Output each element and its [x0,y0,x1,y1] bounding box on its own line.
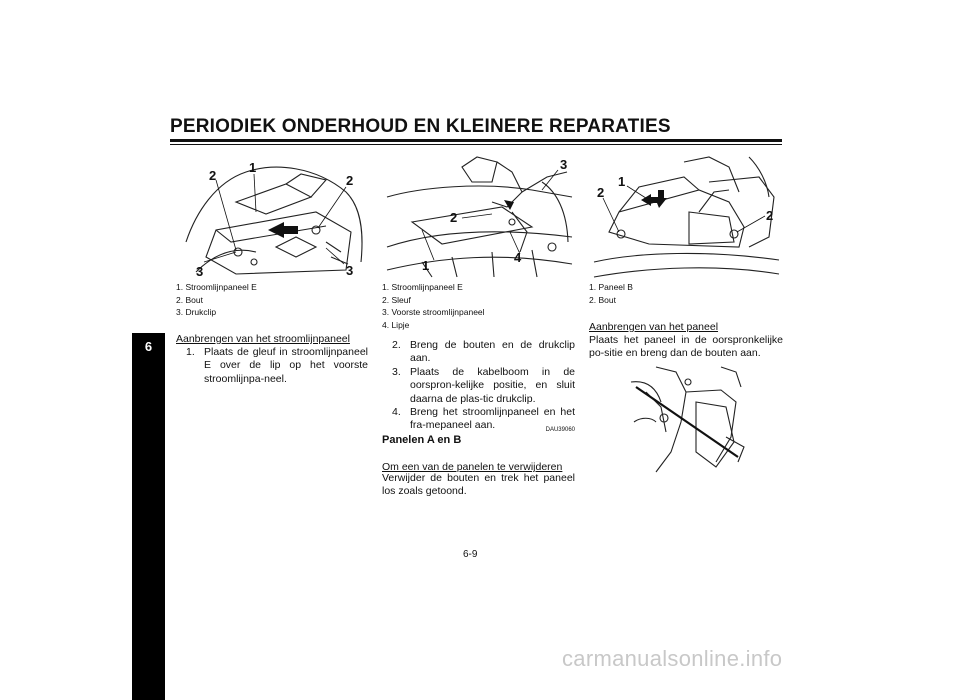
fig1-label-3b: 3 [346,263,354,278]
col2-steps [392,339,575,433]
col1-steps [186,346,368,386]
caption-item: 4. Lipje [382,319,410,330]
fig1-label-1: 1 [249,160,257,175]
step-number: 3. [392,365,401,378]
step-text: Plaats de kabelboom in de oorspron-kelijke positie, en sluit daarna de plas-tic drukclip. [410,365,575,405]
caption-item: 3. Drukclip [176,307,217,317]
step-item [392,366,575,406]
header-rule-thin [170,144,782,145]
remove-panel-paragraph: Verwijder de bouten en trek het paneel los zoals getoond. [382,472,575,498]
fig1-label-2b: 2 [346,173,354,188]
figure-panel-b [589,152,783,282]
doc-code: DAU39060 [545,427,575,433]
caption-item: 1. Stroomlijnpaneel E [382,282,463,292]
caption-item: 1. Paneel B [589,282,633,292]
caption-item: 3. Voorste stroomlijnpaneel [382,307,485,317]
subheading-remove-panel: Om een van de panelen te verwijderen [382,461,563,473]
step-text: Plaats de gleuf in stroomlijnpaneel E over de lip op het voorste stroomlijnpa-neel. [204,346,368,385]
chapter-number: 6 [144,339,153,354]
step-item [392,339,575,366]
fig1-label-2a: 2 [209,168,217,183]
step-text: Breng het stroomlijnpaneel en het fra-mepaneel aan. [410,406,575,432]
caption-item: 1. Stroomlijnpaneel E [176,282,257,292]
fig2-label-1: 1 [422,258,430,273]
figure-slot-and-lip [382,152,578,282]
fig3-label-2a: 2 [597,185,605,200]
chapter-tab [132,333,165,700]
page-number: 6-9 [463,549,478,560]
section-title-panels: Panelen A en B [382,434,462,446]
fig2-caption [382,281,578,331]
caption-item: 2. Bout [589,294,616,305]
watermark[interactable]: carmanualsonline.info [562,646,783,671]
step-item [186,346,368,386]
step-text: Breng de bouten en de drukclip aan. [410,339,575,365]
step-number: 4. [392,406,401,419]
fig2-label-4: 4 [514,250,522,265]
section-heading-install-panel: Aanbrengen van het stroomlijnpaneel [176,333,350,345]
fig1-caption [176,281,366,319]
figure-panel-install [626,362,752,484]
caption-item: 2. Sleuf [382,294,411,305]
fig3-caption [589,281,783,306]
fig2-label-2: 2 [450,210,458,225]
section-heading-install-panel-b: Aanbrengen van het paneel [589,321,719,333]
fig3-label-1: 1 [618,174,626,189]
step-number: 2. [392,339,401,351]
fig2-label-3: 3 [560,157,568,172]
figure-panel-e-removal [176,152,366,282]
page-title: PERIODIEK ONDERHOUD EN KLEINERE REPARATIES [170,116,671,137]
caption-item: 2. Bout [176,294,203,305]
header-rule-thick [170,139,782,142]
install-panel-paragraph: Plaats het paneel in de oorspronkelijke po-sitie en breng dan de bouten aan. [589,334,783,360]
fig1-label-3a: 3 [196,264,204,279]
fig3-label-2b: 2 [766,208,774,223]
step-number: 1. [186,346,195,358]
